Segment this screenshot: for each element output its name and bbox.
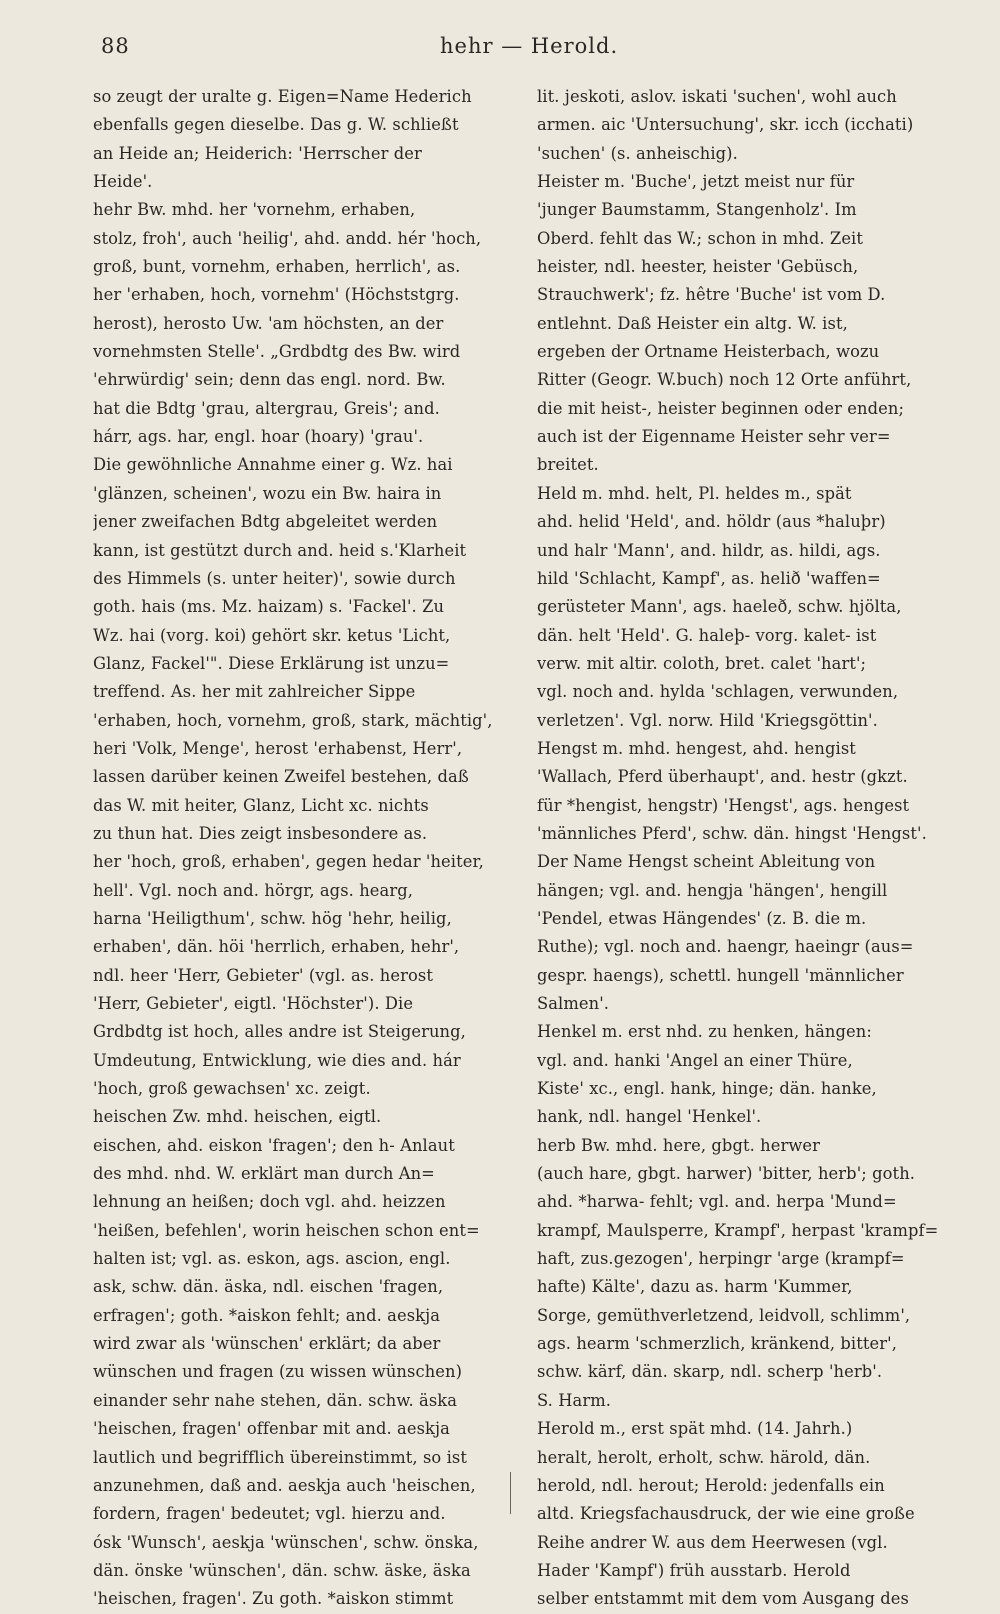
text-line: Sorge, gemüthverletzend, leidvoll, schlimm',: [537, 1305, 911, 1325]
text-line: selber entstammt mit dem vom Ausgang des: [537, 1589, 909, 1609]
text-line: treffend. As. her mit zahlreicher Sippe: [93, 682, 416, 702]
text-line: 'Herr, Gebieter', eigtl. 'Höchster'). Die: [93, 994, 414, 1013]
text-line: Grdbdtg ist hoch, alles andre ist Steigerung,: [93, 1022, 466, 1042]
text-line: Held m. mhd. helt, Pl. heldes m., spät: [537, 483, 852, 503]
text-line: heri 'Volk, Menge', herost 'erhabenst, Herr',: [93, 738, 463, 758]
text-line: S. Harm.: [537, 1390, 612, 1410]
text-line: Die gewöhnliche Annahme einer g. Wz. hai: [93, 455, 453, 475]
text-line: goth. hais (ms. Mz. haizam) s. 'Fackel'. Zu: [93, 597, 445, 617]
text-line: heralt, herolt, erholt, schw. härold, dän.: [537, 1447, 871, 1467]
text-line: ósk 'Wunsch', aeskja 'wünschen', schw. önska,: [93, 1532, 479, 1552]
text-line: ags. hearm 'schmerzlich, kränkend, bitter',: [537, 1334, 897, 1354]
text-line: lit. jeskoti, aslov. iskati 'suchen', wohl auch: [537, 87, 897, 106]
text-line: her 'hoch, groß, erhaben', gegen hedar 'heiter,: [93, 852, 484, 872]
text-line: (auch hare, gbgt. harwer) 'bitter, herb'; goth.: [537, 1164, 916, 1184]
text-line: Hader 'Kampf') früh ausstarb. Herold: [537, 1560, 851, 1580]
running-head: hehr — Herold.: [440, 34, 619, 58]
text-line: schw. kärf, dän. skarp, ndl. scherp 'herb'.: [537, 1362, 883, 1382]
text-line: erhaben', dän. höi 'herrlich, erhaben, hehr',: [93, 937, 460, 957]
text-line: vornehmsten Stelle'. „Grdbdtg des Bw. wird: [93, 342, 461, 362]
right-column: [537, 83, 965, 1614]
text-line: erfragen'; goth. *aiskon fehlt; and. aeskja: [93, 1305, 441, 1325]
text-line: 'Wallach, Pferd überhaupt', and. hestr (gkzt.: [537, 767, 908, 787]
text-line: Henkel m. erst nhd. zu henken, hängen:: [537, 1022, 872, 1042]
text-line: 'heischen, fragen' offenbar mit and. aeskja: [93, 1419, 450, 1439]
text-line: kann, ist gestützt durch and. heid s.'Klarheit: [93, 540, 467, 560]
text-line: hárr, ags. har, engl. hoar (hoary) 'grau'.: [93, 427, 424, 447]
text-line: 'hoch, groß gewachsen' xc. zeigt.: [93, 1079, 371, 1099]
text-line: lassen darüber keinen Zweifel bestehen, daß: [93, 767, 469, 787]
text-line: armen. aic 'Untersuchung', skr. icch (icchati): [537, 115, 914, 135]
text-line: 'Pendel, etwas Hängendes' (z. B. die m.: [537, 908, 867, 928]
text-line: zu thun hat. Dies zeigt insbesondere as.: [93, 823, 428, 843]
text-line: 'junger Baumstamm, Stangenholz'. Im: [537, 200, 857, 220]
text-line: Herold m., erst spät mhd. (14. Jahrh.): [537, 1419, 853, 1439]
text-line: ergeben der Ortname Heisterbach, wozu: [537, 342, 880, 362]
text-line: herost), herosto Uw. 'am höchsten, an der: [93, 313, 444, 333]
text-line: heister, ndl. heester, heister 'Gebüsch,: [537, 257, 859, 277]
text-line: Glanz, Fackel'". Diese Erklärung ist unzu=: [93, 653, 450, 673]
text-line: stolz, froh', auch 'heilig', ahd. andd. hér 'hoch,: [93, 228, 482, 248]
text-line: 'heischen, fragen'. Zu goth. *aiskon stimmt: [93, 1589, 454, 1609]
text-line: gerüsteter Mann', ags. haeleð, schw. hjölta,: [537, 597, 902, 617]
text-line: gespr. haengs), schettl. hungell 'männlicher: [537, 965, 904, 985]
text-line: das W. mit heiter, Glanz, Licht xc. nichts: [93, 795, 429, 815]
text-line: breitet.: [537, 455, 599, 475]
text-line: Der Name Hengst scheint Ableitung von: [537, 852, 876, 872]
text-line: auch ist der Eigenname Heister sehr ver=: [537, 427, 891, 447]
text-line: hängen; vgl. and. hengja 'hängen', hengill: [537, 880, 888, 900]
text-line: 'suchen' (s. anheischig).: [537, 143, 738, 163]
text-line: eischen, ahd. eiskon 'fragen'; den h- Anlaut: [93, 1135, 455, 1155]
text-line: lehnung an heißen; doch vgl. ahd. heizzen: [93, 1192, 446, 1212]
text-line: 'glänzen, scheinen', wozu ein Bw. haira in: [93, 483, 442, 503]
text-line: einander sehr nahe stehen, dän. schw. äska: [93, 1390, 458, 1410]
text-line: und halr 'Mann', and. hildr, as. hildi, ags.: [537, 540, 881, 560]
text-line: ahd. *harwa- fehlt; vgl. and. herpa 'Mund=: [537, 1192, 897, 1212]
text-line: Strauchwerk'; fz. hêtre 'Buche' ist vom D.: [537, 285, 886, 305]
text-line: harna 'Heiligthum', schw. hög 'hehr, heilig,: [93, 908, 452, 928]
text-line: Umdeutung, Entwicklung, wie dies and. hár: [93, 1050, 461, 1070]
text-line: herold, ndl. herout; Herold: jedenfalls ein: [537, 1475, 885, 1495]
text-line: hat die Bdtg 'grau, altergrau, Greis'; and.: [93, 398, 440, 418]
text-line: Salmen'.: [537, 994, 610, 1013]
text-line: anzunehmen, daß and. aeskja auch 'heischen,: [93, 1475, 476, 1495]
text-line: an Heide an; Heiderich: 'Herrscher der: [93, 143, 422, 163]
text-line: herb Bw. mhd. here, gbgt. herwer: [537, 1135, 821, 1155]
text-line: Reihe andrer W. aus dem Heerwesen (vgl.: [537, 1532, 888, 1552]
text-line: Kiste' xc., engl. hank, hinge; dän. hanke,: [537, 1079, 877, 1099]
text-line: für *hengist, hengstr) 'Hengst', ags. hengest: [537, 795, 910, 815]
text-line: 'erhaben, hoch, vornehm, groß, stark, mächtig',: [93, 710, 493, 730]
text-line: 'männliches Pferd', schw. dän. hingst 'Hengst'.: [537, 823, 927, 843]
text-line: fordern, fragen' bedeutet; vgl. hierzu and.: [93, 1504, 446, 1524]
page-header: [0, 34, 1000, 68]
text-line: 'heißen, befehlen', worin heischen schon ent=: [93, 1220, 480, 1240]
text-line: her 'erhaben, hoch, vornehm' (Höchststgrg.: [93, 285, 460, 305]
text-line: Heister m. 'Buche', jetzt meist nur für: [537, 172, 855, 192]
text-line: des mhd. nhd. W. erklärt man durch An=: [93, 1164, 435, 1184]
text-line: so zeugt der uralte g. Eigen=Name Hederich: [93, 87, 472, 106]
text-line: haft, zus.gezogen', herpingr 'arge (krampf=: [537, 1249, 905, 1269]
text-line: verletzen'. Vgl. norw. Hild 'Kriegsgöttin'.: [537, 710, 878, 730]
text-line: wird zwar als 'wünschen' erklärt; da aber: [93, 1334, 441, 1354]
text-line: hafte) Kälte', dazu as. harm 'Kummer,: [537, 1277, 853, 1297]
text-line: hank, ndl. hangel 'Henkel'.: [537, 1107, 762, 1127]
text-line: halten ist; vgl. as. eskon, ags. ascion, engl.: [93, 1249, 451, 1269]
text-line: ebenfalls gegen dieselbe. Das g. W. schließt: [93, 115, 459, 135]
text-line: des Himmels (s. unter heiter)', sowie durch: [93, 568, 456, 588]
text-line: Hengst m. mhd. hengest, ahd. hengist: [537, 738, 856, 758]
text-line: wünschen und fragen (zu wissen wünschen): [93, 1362, 463, 1382]
text-line: dän. helt 'Held'. G. haleþ- vorg. kalet- ist: [537, 625, 877, 645]
text-line: Wz. hai (vorg. koi) gehört skr. ketus 'Licht,: [93, 625, 451, 645]
text-line: entlehnt. Daß Heister ein altg. W. ist,: [537, 313, 848, 333]
text-line: Heide'.: [93, 172, 153, 192]
text-line: Ritter (Geogr. W.buch) noch 12 Orte anführt,: [537, 370, 912, 390]
text-line: vgl. and. hanki 'Angel an einer Thüre,: [537, 1050, 853, 1070]
page-number: 88: [101, 34, 130, 58]
text-line: lautlich und begrifflich übereinstimmt, so ist: [93, 1447, 467, 1467]
text-line: altd. Kriegsfachausdruck, der wie eine große: [537, 1504, 915, 1524]
text-line: vgl. noch and. hylda 'schlagen, verwunden,: [537, 682, 899, 702]
text-line: ndl. heer 'Herr, Gebieter' (vgl. as. herost: [93, 965, 433, 985]
text-line: hell'. Vgl. noch and. hörgr, ags. hearg,: [93, 880, 414, 900]
text-line: heischen Zw. mhd. heischen, eigtl.: [93, 1107, 382, 1127]
text-line: ask, schw. dän. äska, ndl. eischen 'fragen,: [93, 1277, 444, 1297]
text-line: verw. mit altir. coloth, bret. calet 'hart';: [537, 653, 867, 673]
text-line: groß, bunt, vornehm, erhaben, herrlich', as.: [93, 257, 461, 277]
text-line: ahd. helid 'Held', and. höldr (aus *haluþr): [537, 512, 886, 532]
text-line: 'ehrwürdig' sein; denn das engl. nord. Bw.: [93, 370, 446, 390]
text-line: Oberd. fehlt das W.; schon in mhd. Zeit: [537, 228, 864, 248]
text-line: hild 'Schlacht, Kampf', as. helið 'waffen=: [537, 568, 881, 588]
left-column: [93, 83, 521, 1614]
column-divider: [510, 1472, 511, 1514]
text-line: die mit heist-, heister beginnen oder enden;: [537, 398, 905, 418]
text-line: dän. önske 'wünschen', dän. schw. äske, äska: [93, 1560, 471, 1580]
text-line: jener zweifachen Bdtg abgeleitet werden: [93, 512, 438, 532]
text-line: Ruthe); vgl. noch and. haengr, haeingr (aus=: [537, 937, 914, 957]
text-line: krampf, Maulsperre, Krampf', herpast 'krampf=: [537, 1220, 939, 1240]
text-line: hehr Bw. mhd. her 'vornehm, erhaben,: [93, 200, 416, 220]
